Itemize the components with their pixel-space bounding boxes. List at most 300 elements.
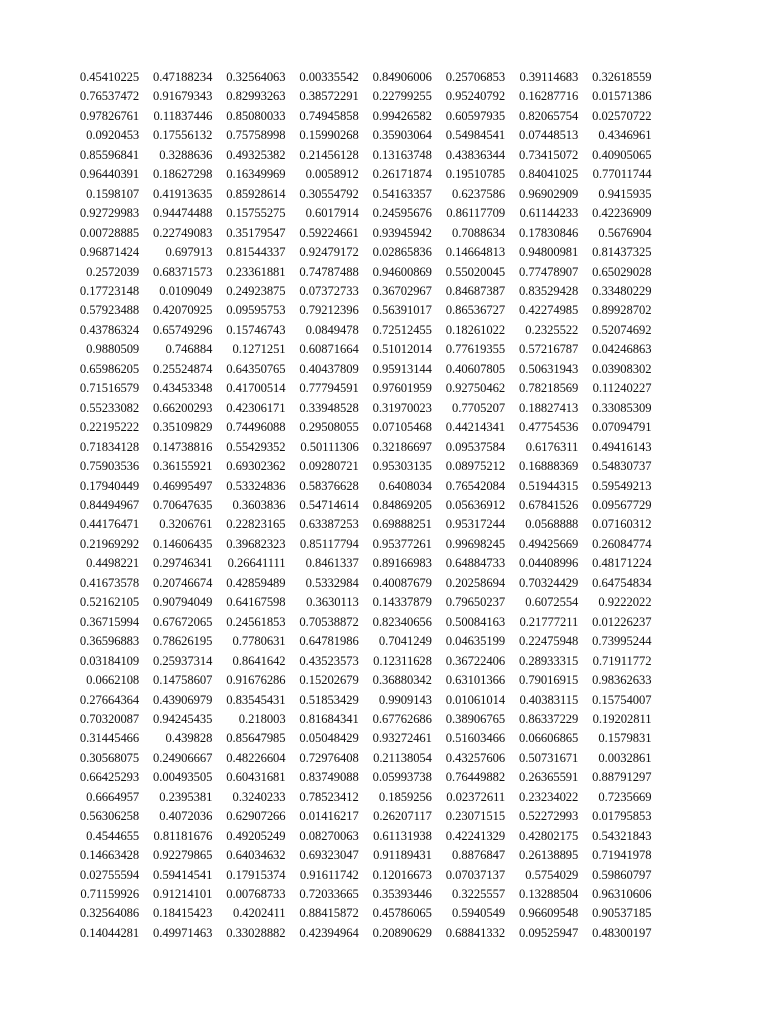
table-cell: 0.70320087 bbox=[79, 711, 140, 726]
table-cell: 0.09595753 bbox=[226, 303, 286, 318]
table-cell: 0.96902909 bbox=[518, 186, 579, 201]
table-cell: 0.05048429 bbox=[299, 731, 359, 746]
table-cell: 0.07037137 bbox=[445, 867, 506, 882]
table-cell: 0.33028882 bbox=[226, 925, 286, 940]
table-cell: 0.96871424 bbox=[79, 245, 140, 260]
table-cell: 0.49325382 bbox=[226, 147, 286, 162]
table-cell: 0.77478907 bbox=[518, 264, 579, 279]
table-cell: 0.86536727 bbox=[445, 303, 506, 318]
table-cell: 0.15755275 bbox=[226, 206, 286, 221]
table-cell: 0.79212396 bbox=[299, 303, 359, 318]
table-cell: 0.6664957 bbox=[86, 789, 140, 804]
table-cell: 0.01226237 bbox=[592, 614, 652, 629]
table-cell: 0.21777211 bbox=[519, 614, 579, 629]
table-cell: 0.36880342 bbox=[372, 673, 432, 688]
table-cell: 0.1859256 bbox=[378, 789, 432, 804]
table-cell: 0.74496088 bbox=[226, 420, 286, 435]
table-row bbox=[66, 866, 652, 885]
table-cell: 0.65986205 bbox=[79, 361, 140, 376]
table-cell: 0.42274985 bbox=[518, 303, 579, 318]
table-cell: 0.15990268 bbox=[299, 128, 359, 143]
table-cell: 0.91676286 bbox=[226, 673, 286, 688]
table-cell: 0.49205249 bbox=[226, 828, 286, 843]
table-row bbox=[66, 165, 652, 184]
table-cell: 0.17723148 bbox=[79, 283, 140, 298]
table-row bbox=[66, 593, 652, 612]
table-cell: 0.14044281 bbox=[79, 925, 140, 940]
table-cell: 0.8461337 bbox=[305, 556, 359, 571]
table-cell: 0.69302362 bbox=[226, 459, 286, 474]
table-cell: 0.42859489 bbox=[226, 575, 286, 590]
table-cell: 0.0032861 bbox=[598, 750, 652, 765]
table-cell: 0.40607805 bbox=[445, 361, 506, 376]
table-cell: 0.6408034 bbox=[378, 478, 432, 493]
table-cell: 0.29508055 bbox=[299, 420, 359, 435]
table-cell: 0.20746674 bbox=[153, 575, 213, 590]
table-cell: 0.24595676 bbox=[372, 206, 432, 221]
table-cell: 0.14337879 bbox=[372, 595, 432, 610]
table-row bbox=[66, 126, 652, 145]
table-cell: 0.42241329 bbox=[445, 828, 506, 843]
table-cell: 0.0568888 bbox=[525, 517, 579, 532]
table-cell: 0.51012014 bbox=[372, 342, 432, 357]
table-cell: 0.14758607 bbox=[153, 673, 213, 688]
table-cell: 0.03908302 bbox=[592, 361, 652, 376]
table-cell: 0.7088634 bbox=[452, 225, 506, 240]
table-cell: 0.5676904 bbox=[598, 225, 652, 240]
table-cell: 0.95303135 bbox=[372, 459, 432, 474]
table-cell: 0.22195222 bbox=[79, 420, 140, 435]
table-cell: 0.95377261 bbox=[372, 536, 432, 551]
table-cell: 0.35393446 bbox=[372, 887, 432, 902]
table-cell: 0.22749083 bbox=[153, 225, 213, 240]
table-cell: 0.88415872 bbox=[299, 906, 359, 921]
table-cell: 0.6237586 bbox=[452, 186, 506, 201]
table-cell: 0.92279865 bbox=[153, 848, 213, 863]
table-cell: 0.66200293 bbox=[153, 400, 213, 415]
table-cell: 0.14738816 bbox=[153, 439, 213, 454]
table-cell: 0.68371573 bbox=[153, 264, 213, 279]
table-row bbox=[66, 807, 652, 826]
table-row bbox=[66, 788, 652, 807]
table-cell: 0.05993738 bbox=[372, 770, 432, 785]
table-cell: 0.17830846 bbox=[518, 225, 579, 240]
table-cell: 0.82065754 bbox=[518, 108, 579, 123]
table-cell: 0.52074692 bbox=[592, 322, 652, 337]
table-cell: 0.02865836 bbox=[372, 245, 432, 260]
table-cell: 0.72976408 bbox=[299, 750, 359, 765]
table-cell: 0.49416143 bbox=[592, 439, 652, 454]
table-row bbox=[66, 574, 652, 593]
table-cell: 0.2395381 bbox=[159, 789, 213, 804]
table-cell: 0.09537584 bbox=[445, 439, 506, 454]
table-cell: 0.85928614 bbox=[226, 186, 286, 201]
table-cell: 0.76542084 bbox=[445, 478, 506, 493]
table-cell: 0.12311628 bbox=[373, 653, 432, 668]
table-cell: 0.8641642 bbox=[232, 653, 286, 668]
table-row bbox=[66, 301, 652, 320]
table-row bbox=[66, 710, 652, 729]
table-cell: 0.83545431 bbox=[226, 692, 286, 707]
table-cell: 0.48226604 bbox=[226, 750, 286, 765]
table-row bbox=[66, 340, 652, 359]
table-cell: 0.15754007 bbox=[592, 692, 652, 707]
table-cell: 0.92479172 bbox=[299, 245, 359, 260]
table-cell: 0.76537472 bbox=[79, 89, 140, 104]
table-row bbox=[66, 613, 652, 632]
table-cell: 0.88791297 bbox=[592, 770, 652, 785]
table-cell: 0.02570722 bbox=[592, 108, 652, 123]
table-cell: 0.41913635 bbox=[153, 186, 213, 201]
table-cell: 0.39114683 bbox=[519, 70, 579, 84]
table-cell: 0.07105468 bbox=[372, 420, 432, 435]
table-cell: 0.36715994 bbox=[79, 614, 140, 629]
table-cell: 0.56306258 bbox=[79, 809, 140, 824]
table-cell: 0.66425293 bbox=[79, 770, 140, 785]
table-cell: 0.26138895 bbox=[518, 848, 579, 863]
table-cell: 0.81437325 bbox=[592, 245, 652, 260]
table-row bbox=[66, 321, 652, 340]
table-cell: 0.61131938 bbox=[373, 828, 432, 843]
table-cell: 0.218003 bbox=[238, 711, 286, 726]
table-cell: 0.05636912 bbox=[445, 497, 506, 512]
table-cell: 0.01795853 bbox=[592, 809, 652, 824]
table-cell: 0.3630113 bbox=[306, 595, 359, 610]
table-cell: 0.1579831 bbox=[598, 731, 652, 746]
table-cell: 0.26171874 bbox=[372, 167, 432, 182]
table-cell: 0.65749296 bbox=[153, 322, 213, 337]
table-cell: 0.54714614 bbox=[299, 497, 359, 512]
table-cell: 0.8876847 bbox=[452, 848, 506, 863]
table-cell: 0.9222022 bbox=[598, 595, 652, 610]
table-cell: 0.33085309 bbox=[592, 400, 652, 415]
table-cell: 0.54830737 bbox=[592, 459, 652, 474]
table-cell: 0.74787488 bbox=[299, 264, 359, 279]
table-cell: 0.32186697 bbox=[372, 439, 432, 454]
table-cell: 0.44176471 bbox=[79, 517, 140, 532]
table-cell: 0.64781986 bbox=[299, 634, 359, 649]
table-cell: 0.06606865 bbox=[518, 731, 579, 746]
table-row bbox=[66, 535, 652, 554]
table-cell: 0.71516579 bbox=[79, 381, 140, 396]
table-row bbox=[66, 438, 652, 457]
table-cell: 0.0849478 bbox=[305, 322, 359, 337]
table-cell: 0.32564063 bbox=[226, 70, 286, 84]
table-cell: 0.74945858 bbox=[299, 108, 359, 123]
table-cell: 0.01416217 bbox=[299, 809, 359, 824]
table-cell: 0.84906006 bbox=[372, 70, 432, 84]
table-cell: 0.00493505 bbox=[153, 770, 213, 785]
table-row bbox=[66, 768, 652, 787]
table-cell: 0.92750462 bbox=[445, 381, 506, 396]
table-cell: 0.97601959 bbox=[372, 381, 432, 396]
table-cell: 0.67841526 bbox=[518, 497, 579, 512]
table-cell: 0.7041249 bbox=[378, 634, 432, 649]
table-cell: 0.85647985 bbox=[226, 731, 286, 746]
table-cell: 0.21138054 bbox=[373, 750, 432, 765]
table-row bbox=[66, 107, 652, 126]
table-cell: 0.07372733 bbox=[299, 283, 359, 298]
table-cell: 0.77619355 bbox=[445, 342, 506, 357]
table-cell: 0.70324429 bbox=[518, 575, 579, 590]
table-cell: 0.44214341 bbox=[445, 420, 506, 435]
table-cell: 0.16287716 bbox=[518, 89, 579, 104]
table-cell: 0.62907266 bbox=[226, 809, 286, 824]
table-cell: 0.96310606 bbox=[592, 887, 652, 902]
table-cell: 0.69888251 bbox=[372, 517, 432, 532]
table-cell: 0.64754834 bbox=[592, 575, 652, 590]
table-cell: 0.38572291 bbox=[299, 89, 359, 104]
table-cell: 0.18627298 bbox=[153, 167, 213, 182]
table-cell: 0.4346961 bbox=[598, 128, 652, 143]
table-cell: 0.17556132 bbox=[153, 128, 213, 143]
table-cell: 0.58376628 bbox=[299, 478, 359, 493]
table-cell: 0.49425669 bbox=[518, 536, 579, 551]
table-row bbox=[66, 749, 652, 768]
table-cell: 0.23234022 bbox=[518, 789, 579, 804]
table-cell: 0.49971463 bbox=[153, 925, 213, 940]
table-cell: 0.38906765 bbox=[445, 711, 506, 726]
table-row bbox=[66, 924, 652, 943]
table-cell: 0.63101366 bbox=[445, 673, 506, 688]
table-cell: 0.15202679 bbox=[299, 673, 359, 688]
table-row bbox=[66, 515, 652, 534]
table-cell: 0.3288636 bbox=[159, 147, 213, 162]
table-cell: 0.97826761 bbox=[79, 108, 140, 123]
table-cell: 0.03184109 bbox=[79, 653, 140, 668]
table-cell: 0.40087679 bbox=[372, 575, 432, 590]
table-cell: 0.02755594 bbox=[79, 867, 140, 882]
table-cell: 0.96440391 bbox=[79, 167, 140, 182]
table-row bbox=[66, 185, 652, 204]
table-cell: 0.4072036 bbox=[159, 809, 213, 824]
table-cell: 0.53324836 bbox=[226, 478, 286, 493]
table-cell: 0.22475948 bbox=[518, 634, 579, 649]
table-cell: 0.2572039 bbox=[86, 264, 140, 279]
table-cell: 0.23361881 bbox=[226, 264, 286, 279]
table-cell: 0.08270063 bbox=[299, 828, 359, 843]
table-cell: 0.36596883 bbox=[79, 634, 140, 649]
table-cell: 0.71911772 bbox=[592, 653, 652, 668]
table-cell: 0.04246863 bbox=[592, 342, 652, 357]
table-cell: 0.18827413 bbox=[518, 400, 579, 415]
table-cell: 0.65029028 bbox=[592, 264, 652, 279]
table-cell: 0.77011744 bbox=[592, 167, 652, 182]
table-cell: 0.22823165 bbox=[226, 517, 286, 532]
table-cell: 0.91214101 bbox=[153, 887, 213, 902]
table-cell: 0.21969292 bbox=[79, 536, 140, 551]
number-table bbox=[66, 68, 652, 943]
table-cell: 0.00335542 bbox=[299, 70, 359, 84]
table-cell: 0.35903064 bbox=[372, 128, 432, 143]
table-cell: 0.26207117 bbox=[373, 809, 432, 824]
table-cell: 0.32564086 bbox=[79, 906, 140, 921]
table-cell: 0.71159926 bbox=[80, 887, 140, 902]
table-cell: 0.72512455 bbox=[372, 322, 432, 337]
table-cell: 0.4498221 bbox=[86, 556, 140, 571]
table-cell: 0.75758998 bbox=[226, 128, 286, 143]
table-cell: 0.93945942 bbox=[372, 225, 432, 240]
table-cell: 0.86337229 bbox=[518, 711, 579, 726]
table-cell: 0.41700514 bbox=[226, 381, 286, 396]
table-cell: 0.47754536 bbox=[518, 420, 579, 435]
table-row bbox=[66, 263, 652, 282]
table-row bbox=[66, 632, 652, 651]
table-cell: 0.09525947 bbox=[518, 925, 579, 940]
table-cell: 0.08975212 bbox=[445, 459, 506, 474]
table-cell: 0.01571386 bbox=[592, 89, 652, 104]
table-cell: 0.40905065 bbox=[592, 147, 652, 162]
table-row bbox=[66, 224, 652, 243]
table-cell: 0.16888369 bbox=[518, 459, 579, 474]
table-cell: 0.3603836 bbox=[232, 497, 286, 512]
table-cell: 0.84041025 bbox=[518, 167, 579, 182]
table-cell: 0.50731671 bbox=[518, 750, 579, 765]
table-cell: 0.1271251 bbox=[232, 342, 286, 357]
table-cell: 0.41673578 bbox=[79, 575, 140, 590]
table-cell: 0.52162105 bbox=[79, 595, 140, 610]
table-cell: 0.59860797 bbox=[592, 867, 652, 882]
table-cell: 0.75903536 bbox=[79, 459, 140, 474]
table-cell: 0.85117794 bbox=[299, 536, 359, 551]
table-cell: 0.5754029 bbox=[525, 867, 579, 882]
table-cell: 0.50084163 bbox=[445, 614, 506, 629]
table-cell: 0.52272993 bbox=[518, 809, 579, 824]
table-cell: 0.90794049 bbox=[153, 595, 213, 610]
table-cell: 0.51853429 bbox=[299, 692, 359, 707]
table-cell: 0.78218569 bbox=[518, 381, 579, 396]
table-cell: 0.18415423 bbox=[153, 906, 213, 921]
table-cell: 0.11837446 bbox=[153, 108, 213, 123]
table-cell: 0.94600869 bbox=[372, 264, 432, 279]
table-cell: 0.42802175 bbox=[518, 828, 579, 843]
table-cell: 0.84687387 bbox=[445, 283, 506, 298]
table-cell: 0.697913 bbox=[165, 245, 213, 260]
table-body bbox=[66, 68, 652, 943]
table-cell: 0.26084774 bbox=[592, 536, 652, 551]
table-cell: 0.31445466 bbox=[79, 731, 140, 746]
table-cell: 0.24906667 bbox=[153, 750, 213, 765]
table-cell: 0.59414541 bbox=[153, 867, 213, 882]
table-cell: 0.33480229 bbox=[592, 283, 652, 298]
table-cell: 0.73415072 bbox=[518, 147, 579, 162]
table-cell: 0.77794591 bbox=[299, 381, 359, 396]
table-cell: 0.17940449 bbox=[79, 478, 140, 493]
table-cell: 0.70538872 bbox=[299, 614, 359, 629]
table-cell: 0.84869205 bbox=[372, 497, 432, 512]
table-cell: 0.42394964 bbox=[299, 925, 359, 940]
table-cell: 0.91611742 bbox=[299, 867, 359, 882]
table-cell: 0.32618559 bbox=[592, 70, 652, 84]
table-cell: 0.55233082 bbox=[79, 400, 140, 415]
table-cell: 0.3206761 bbox=[159, 517, 213, 532]
table-cell: 0.86117709 bbox=[446, 206, 506, 221]
table-cell: 0.81684341 bbox=[299, 711, 359, 726]
table-cell: 0.56391017 bbox=[372, 303, 432, 318]
table-cell: 0.46995497 bbox=[153, 478, 213, 493]
table-cell: 0.5332984 bbox=[305, 575, 359, 590]
table-row bbox=[66, 457, 652, 476]
table-row bbox=[66, 379, 652, 398]
table-cell: 0.61144233 bbox=[519, 206, 579, 221]
table-cell: 0.04635199 bbox=[445, 634, 506, 649]
table-cell: 0.43906979 bbox=[153, 692, 213, 707]
table-cell: 0.40437809 bbox=[299, 361, 359, 376]
table-cell: 0.07094791 bbox=[592, 420, 652, 435]
table-cell: 0.11240227 bbox=[592, 381, 652, 396]
table-cell: 0.94800981 bbox=[518, 245, 579, 260]
table-cell: 0.95317244 bbox=[445, 517, 506, 532]
table-cell: 0.25524874 bbox=[153, 361, 213, 376]
table-cell: 0.24561853 bbox=[226, 614, 286, 629]
table-cell: 0.82340656 bbox=[372, 614, 432, 629]
table-cell: 0.81544337 bbox=[226, 245, 286, 260]
table-cell: 0.14664813 bbox=[445, 245, 506, 260]
table-cell: 0.09567729 bbox=[592, 497, 652, 512]
table-cell: 0.43836344 bbox=[445, 147, 506, 162]
table-cell: 0.93272461 bbox=[372, 731, 432, 746]
table-cell: 0.60431681 bbox=[226, 770, 286, 785]
table-cell: 0.18261022 bbox=[445, 322, 506, 337]
table-cell: 0.439828 bbox=[165, 731, 213, 746]
table-cell: 0.96609548 bbox=[518, 906, 579, 921]
table-cell: 0.54984541 bbox=[445, 128, 506, 143]
table-cell: 0.43453348 bbox=[153, 381, 213, 396]
table-cell: 0.67762686 bbox=[372, 711, 432, 726]
table-cell: 0.55020045 bbox=[445, 264, 506, 279]
table-cell: 0.71834128 bbox=[79, 439, 140, 454]
table-cell: 0.33948528 bbox=[299, 400, 359, 415]
table-cell: 0.69323047 bbox=[299, 848, 359, 863]
table-cell: 0.0920453 bbox=[86, 128, 140, 143]
table-cell: 0.95240792 bbox=[445, 89, 506, 104]
table-row bbox=[66, 204, 652, 223]
table-cell: 0.92729983 bbox=[79, 206, 140, 221]
table-row bbox=[66, 652, 652, 671]
table-cell: 0.83749088 bbox=[299, 770, 359, 785]
table-cell: 0.57923488 bbox=[79, 303, 140, 318]
table-cell: 0.82993263 bbox=[226, 89, 286, 104]
table-cell: 0.01061014 bbox=[445, 692, 506, 707]
table-cell: 0.13288504 bbox=[518, 887, 579, 902]
document-page bbox=[66, 68, 652, 943]
table-row bbox=[66, 885, 652, 904]
table-row bbox=[66, 146, 652, 165]
table-cell: 0.57216787 bbox=[518, 342, 579, 357]
table-cell: 0.91679343 bbox=[153, 89, 213, 104]
table-cell: 0.36722406 bbox=[445, 653, 506, 668]
table-cell: 0.35179547 bbox=[226, 225, 286, 240]
table-cell: 0.15746743 bbox=[226, 322, 286, 337]
table-cell: 0.51603466 bbox=[445, 731, 506, 746]
table-row bbox=[66, 243, 652, 262]
table-cell: 0.26641111 bbox=[227, 556, 286, 571]
table-cell: 0.12016673 bbox=[372, 867, 432, 882]
table-cell: 0.59549213 bbox=[592, 478, 652, 493]
table-row bbox=[66, 904, 652, 923]
table-row bbox=[66, 399, 652, 418]
table-cell: 0.19202811 bbox=[592, 711, 652, 726]
table-cell: 0.9909143 bbox=[378, 692, 432, 707]
table-cell: 0.54321843 bbox=[592, 828, 652, 843]
table-cell: 0.99698245 bbox=[445, 536, 506, 551]
table-cell: 0.6072554 bbox=[525, 595, 579, 610]
table-cell: 0.29746341 bbox=[153, 556, 213, 571]
table-cell: 0.45786065 bbox=[372, 906, 432, 921]
table-cell: 0.23071515 bbox=[445, 809, 506, 824]
table-cell: 0.94245435 bbox=[153, 711, 213, 726]
table-cell: 0.04408996 bbox=[518, 556, 579, 571]
